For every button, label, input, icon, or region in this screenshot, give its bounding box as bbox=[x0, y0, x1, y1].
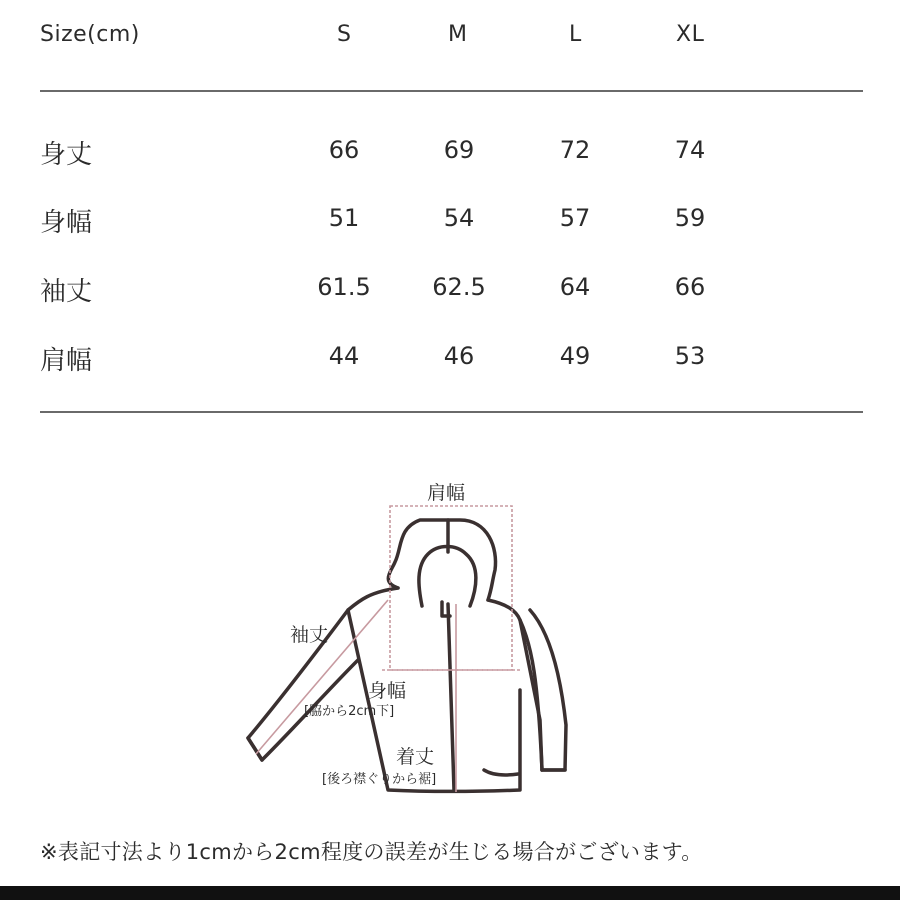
size-s-header: S bbox=[337, 22, 352, 47]
unit-label: Size(cm) bbox=[40, 22, 140, 47]
cell-value: 53 bbox=[674, 342, 706, 370]
row-label: 身幅 bbox=[40, 208, 93, 238]
shoulder-label: 肩幅 bbox=[427, 482, 466, 504]
disclaimer-note: ※表記寸法より1cmから2cm程度の誤差が生じる場合がございます。 bbox=[40, 840, 703, 864]
cell-value: 49 bbox=[559, 342, 591, 370]
table-row bbox=[40, 134, 863, 174]
size-header-row bbox=[40, 22, 863, 56]
row-label: 肩幅 bbox=[40, 346, 93, 376]
cell-value: 62.5 bbox=[432, 273, 486, 301]
hoodie-measurement-diagram bbox=[230, 470, 590, 830]
cell-value: 74 bbox=[674, 136, 706, 164]
cell-value: 59 bbox=[674, 204, 706, 232]
size-m-header: M bbox=[448, 22, 468, 47]
cell-value: 66 bbox=[328, 136, 360, 164]
sleeve-label: 袖丈 bbox=[290, 624, 329, 646]
size-l-header: L bbox=[569, 22, 582, 47]
table-bottom-divider bbox=[40, 411, 863, 413]
table-row bbox=[40, 340, 863, 380]
cell-value: 69 bbox=[443, 136, 475, 164]
width-label: 身幅 bbox=[368, 680, 407, 702]
width-note: [脇から2cm下] bbox=[304, 704, 395, 719]
cell-value: 57 bbox=[559, 204, 591, 232]
table-row bbox=[40, 202, 863, 242]
cell-value: 46 bbox=[443, 342, 475, 370]
cell-value: 61.5 bbox=[317, 273, 371, 301]
cell-value: 72 bbox=[559, 136, 591, 164]
length-note: [後ろ襟ぐりから裾] bbox=[322, 772, 437, 787]
cell-value: 51 bbox=[328, 204, 360, 232]
cell-value: 44 bbox=[328, 342, 360, 370]
size-xl-header: XL bbox=[676, 22, 705, 47]
header-divider bbox=[40, 90, 863, 92]
table-row bbox=[40, 271, 863, 311]
row-label: 袖丈 bbox=[40, 277, 93, 307]
cell-value: 64 bbox=[559, 273, 591, 301]
bottom-bar bbox=[0, 886, 900, 900]
row-label: 身丈 bbox=[40, 140, 93, 170]
cell-value: 66 bbox=[674, 273, 706, 301]
length-label: 着丈 bbox=[396, 746, 435, 768]
cell-value: 54 bbox=[443, 204, 475, 232]
